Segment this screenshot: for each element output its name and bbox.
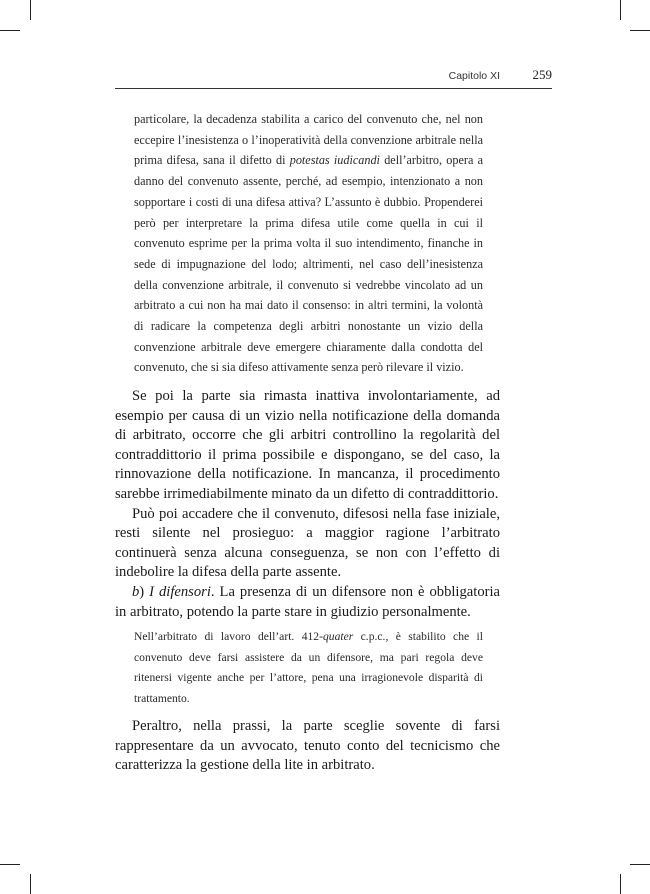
quote-1-text-a: particolare, la decadenza stabilita a carico del convenuto che, nel non eccepire l’inesistenza o l’inoperatività della convenzione arbitrale nella prima difesa, sana il difetto di (134, 112, 483, 168)
main-paragraph-1: Se poi la parte sia rimasta inattiva involontariamente, ad esempio per causa di un vizio nella notificazione della domanda di arbitrato, occorre che gli arbitri controllino la regolarità del contraddittorio il prima possibile e dispongano, se del caso, la rinnovazione della notificazione. In mancanza, il procedimento sarebbe irrimediabilmente minato da un difetto di contraddittorio. (115, 388, 500, 502)
main-text-2 (115, 717, 500, 776)
quote-1-paragraph (134, 109, 483, 378)
crop-mark-top-left (30, 0, 31, 20)
paragraph-3-text: . La presenza di un difensore non è obbligatoria in arbitrato, potendo la parte stare in giudizio personalmente. (115, 583, 501, 620)
page-number: 259 (532, 67, 552, 82)
main-text-1 (115, 387, 500, 622)
quote-1-text-b: dell’arbitro, opera a danno del convenuto assente, perché, ad esempio, intenzionato a non sopportare i costi di una difesa attiva? L’assunto è dubbio. Propenderei però per interpretare la prima difesa utile come quella in cui il convenuto esprime per la prima volta il suo intendimento, finanche in sede di impugnazione del lodo; altrimenti, nel caso dell’inesistenza della convenzione arbitrale, il convenuto si vedrebbe vincolato ad un arbitrato a cui non ha mai dato il consenso: in altri termini, la volontà di radicare la competenza degli arbitri nonostante un vizio della convenzione arbitrale deve emergere chiaramente dalla condotta del convenuto, che si sia difeso attivamente senza però rilevare il vizio. (134, 153, 484, 375)
crop-mark-top-left-h (0, 30, 20, 31)
main-paragraph-3: b) I difensori. La presenza di un difensore non è obbligatoria in arbitrato, potendo la parte stare in giudizio personalmente. (115, 583, 501, 620)
crop-mark-bottom-right (620, 874, 621, 894)
paragraph-3-label: b (132, 583, 140, 600)
paragraph-3-title: I difensori (149, 583, 211, 600)
footnote-quote-1 (134, 109, 483, 378)
quote-2-text-b: c.p.c., è stabilito che il convenuto deve farsi assistere da un difensore, ma pari regola deve ritenersi vigente anche per l’attore, pena una irragionevole disparità di trattamento. (134, 630, 483, 706)
main-paragraph-4: Peraltro, nella prassi, la parte sceglie sovente di farsi rappresentare da un avvocato, tenuto conto del tecnicismo che caratterizza la gestione della lite in arbitrato. (115, 718, 500, 774)
footnote-quote-2 (134, 627, 483, 710)
quote-2-italic: quater (322, 630, 354, 643)
crop-mark-top-right-h (630, 30, 650, 31)
page-header (115, 66, 552, 90)
crop-mark-bottom-left-h (0, 864, 20, 865)
crop-mark-bottom-left (30, 874, 31, 894)
crop-mark-top-right (620, 0, 621, 20)
running-head: Capitolo XI (448, 70, 500, 82)
quote-1-italic: potestas iudicandi (289, 153, 380, 168)
quote-2-paragraph (134, 627, 483, 710)
header-rule (115, 88, 552, 89)
quote-2-text-a: Nell’arbitrato di lavoro dell’art. 412- (134, 630, 323, 643)
crop-mark-bottom-right-h (630, 864, 650, 865)
main-paragraph-2: Può poi accadere che il convenuto, difesosi nella fase iniziale, resti silente nel prosieguo: a maggior ragione l’arbitrato continuerà senza alcuna conseguenza, se non con l’effetto di indebolire la difesa della parte assente. (115, 505, 500, 581)
